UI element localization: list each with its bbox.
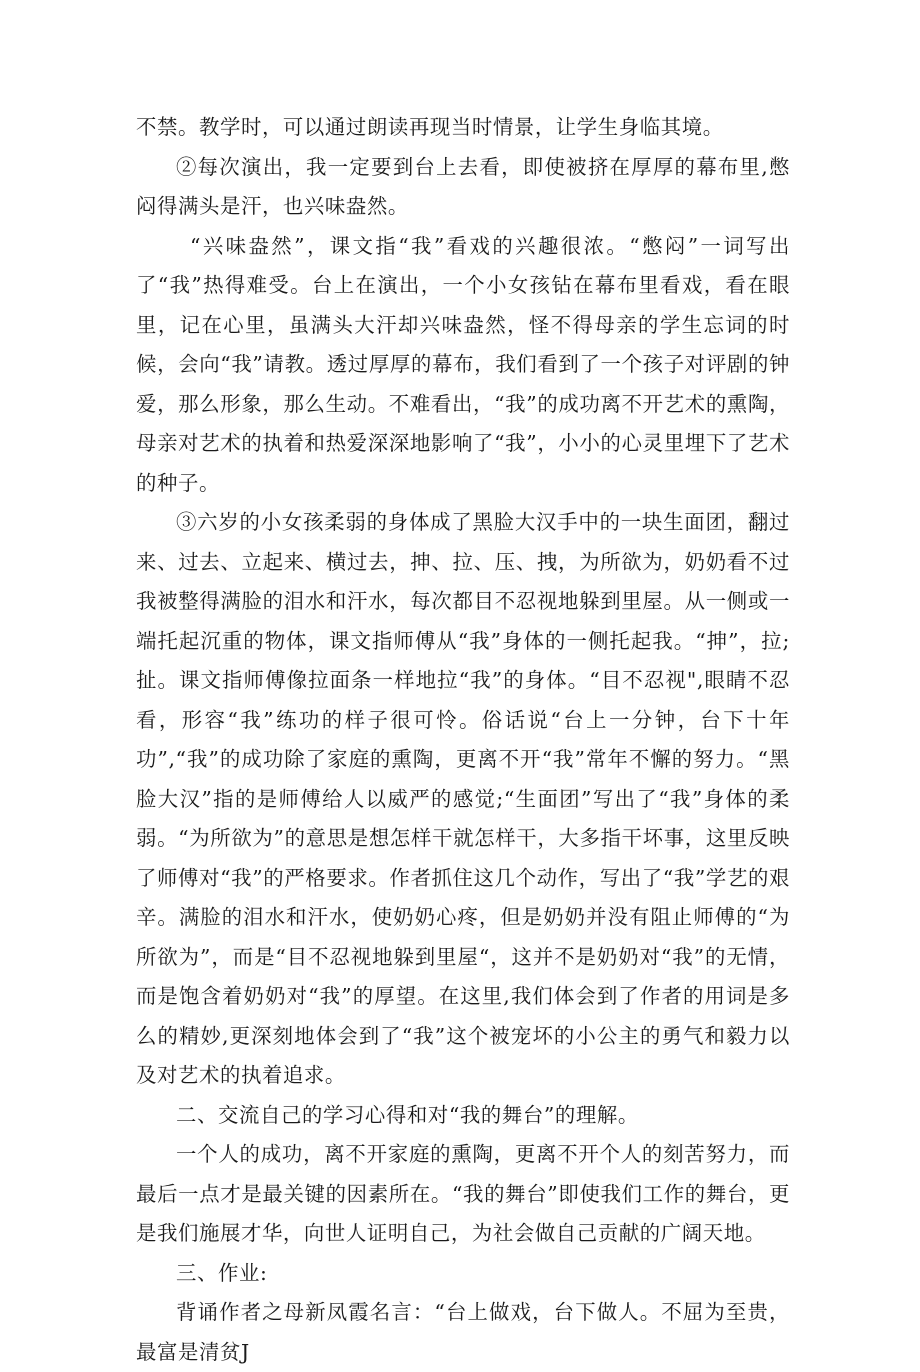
section-heading-3: 三、作业: [176, 1260, 268, 1285]
paragraph-analysis-2: “兴味盎然”，课文指“我”看戏的兴趣很浓。“憋闷”一词写出了“我”热得难受。台上在演出，一个小女孩钻在幕布里看戏，看在眼里，记在心里，虽满头大汗却兴味盎然，怪不得母亲的学生忘词的时候，会向“我”请教。透过厚厚的幕布，我们看到了一个孩子对评剧的钟爱，那么形象，那么生动。不难看出，“我”的成功离不开艺术的熏陶，母亲对艺术的执着和热爱深深地影响了“我”，小小的心灵里埋下了艺术的种子。 [136, 233, 790, 495]
paragraph-quote-3: ③六岁的小女孩柔弱的身体成了黑脸大汉手中的一块生面团，翻过来、过去、立起来、横过去，抻、拉、压、拽，为所欲为，奶奶看不过我被整得满脸的泪水和汗水，每次都目不忍视地躲到里屋。从一侧或一端托起沉重的物体，课文指师傅从“我”身体的一侧托起我。“抻”，拉;扯。课文指师傅像拉面条一样地拉“我”的身体。“目不忍视",眼睛不忍看，形容“我”练功的样子很可怜。俗话说“台上一分钟，台下十年功”,“我”的成功除了家庭的熏陶，更离不开“我”常年不懈的努力。“黑脸大汉”指的是师傅给人以威严的感觉;“生面团”写出了“我”身体的柔弱。“为所欲为”的意思是想怎样干就怎样干，大多指干坏事，这里反映了师傅对“我”的严格要求。作者抓住这几个动作，写出了“我”学艺的艰辛。满脸的泪水和汗水，使奶奶心疼，但是奶奶并没有阻止师傅的“为所欲为”，而是“目不忍视地躲到里屋“，这并不是奶奶对“我”的无情，而是饱含着奶奶对“我”的厚望。在这里,我们体会到了作者的用词是多么的精妙,更深刻地体会到了“我”这个被宠坏的小公主的勇气和毅力以及对艺术的执着追求。 [136, 510, 790, 1087]
paragraph-continuation: 不禁。教学时，可以通过朗读再现当时情景，让学生身临其境。 [136, 115, 724, 139]
document-body [136, 108, 790, 1372]
paragraph-quote-2: ②每次演出，我一定要到台上去看，即使被挤在厚厚的幕布里,憋闷得满头是汗，也兴味盎然。 [136, 154, 790, 218]
section-heading-2: 二、交流自己的学习心得和对“我的舞台”的理解。 [176, 1102, 639, 1127]
paragraph-homework: 背诵作者之母新凤霞名言：“台上做戏，台下做人。不屈为至贵，最富是清贫J [136, 1300, 790, 1364]
paragraph-reflection: 一个人的成功，离不开家庭的熏陶，更离不开个人的刻苦努力，而最后一点才是最关键的因素所在。“我的舞台”即使我们工作的舞台，更是我们施展才华，向世人证明自己，为社会做自己贡献的广阔天地。 [136, 1142, 790, 1245]
